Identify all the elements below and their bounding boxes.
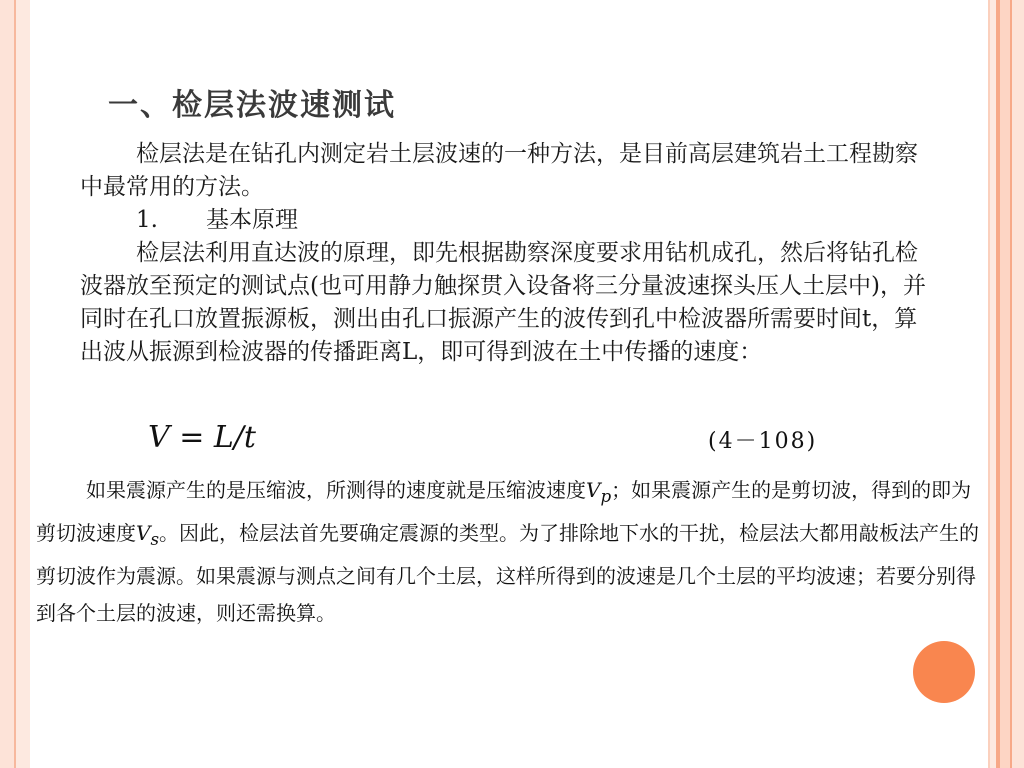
velocity-formula: V = L/t [148,420,256,455]
decorative-orange-dot [913,641,975,703]
slide-title: 一、检层法波速测试 [108,88,396,123]
subheading [80,204,940,237]
symbol-vp: $V_p$ [586,478,612,506]
symbol-vs: $V_s$ [136,521,160,549]
scanned-paragraph [36,472,984,632]
body-text [80,138,940,369]
scan-text-part3: 。因此，检层法首先要确定震源的类型。为了排除地下水的干扰，检层法大都用敲板法产生的剪切波作为震源。如果震源与测点之间有几个土层，这样所得到的波速是几个土层的平均波速；若要分别得到各个土层的波速，则还需换算。 [36,521,980,625]
scan-text-part1: 如果震源产生的是压缩波，所测得的速度就是压缩波速度 [86,478,586,502]
right-decorative-border [988,0,1024,768]
paragraph-intro: 检层法是在钻孔内测定岩土层波速的一种方法，是目前高层建筑岩土工程勘察中最常用的方法。 [80,141,918,200]
subheading-text: 基本原理 [206,207,298,233]
scan-text-part2: ；如果震源产生的是剪切波，得到的即为剪切波速度 [36,478,972,545]
left-decorative-border [0,0,30,768]
paragraph-principle: 检层法利用直达波的原理，即先根据勘察深度要求用钻机成孔，然后将钻孔检波器放至预定的测试点(也可用静力触探贯入设备将三分量波速探头压人土层中)，并同时在孔口放置振源板，测出由孔口振源产生的波传到孔中检波器所需要时间t，算出波从振源到检波器的传播距离L，即可得到波在土中传播的速度： [80,240,926,365]
formula-row [148,420,848,460]
equation-number: (4－108) [708,429,818,454]
subheading-number: 1. [136,207,158,233]
